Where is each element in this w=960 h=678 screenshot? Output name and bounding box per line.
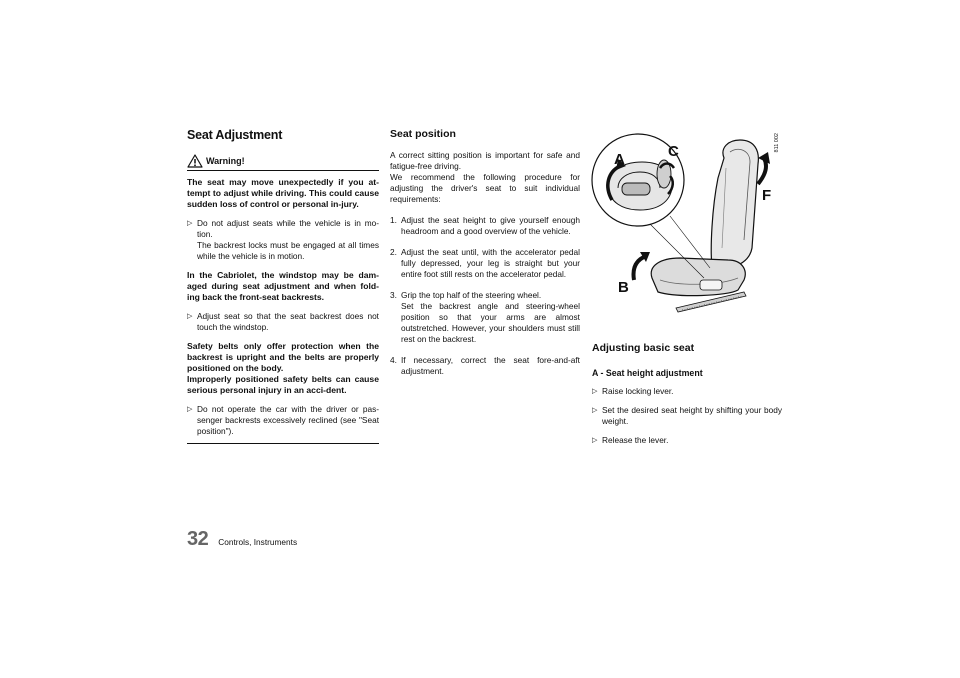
page-footer (187, 528, 297, 551)
step-number: 3. (390, 290, 397, 300)
bullet-arrow-icon: ▷ (592, 407, 598, 414)
subsection-title: A - Seat height adjustment (592, 368, 703, 378)
section-title: Seat Adjustment (187, 128, 283, 142)
step-item (390, 215, 580, 237)
bullet-arrow-icon: ▷ (187, 220, 193, 227)
belts-warning: Improperly positioned safety belts can cause serious personal injury in an acci-dent. (187, 374, 379, 395)
warning-text: The seat may move unexpectedly if you at-tempt to adjust while driving. This could cause sudden loss of control or personal in-jury. (187, 177, 379, 209)
bullet-text: Do not operate the car with the driver or pas-senger backrests excessively reclined (see "Seat position"). (197, 404, 379, 436)
bullet-item (187, 218, 379, 262)
warning-header (187, 154, 379, 171)
seat-backrest (711, 140, 758, 268)
bullet-text: Adjust seat so that the seat backrest does not touch the windstop. (197, 311, 379, 332)
seat-position-section (390, 128, 580, 387)
warning-end-rule (187, 443, 379, 444)
bullet-item (592, 405, 782, 427)
bullet-item (592, 386, 782, 397)
intro-text: We recommend the following procedure for adjusting the driver's seat to suit individual requirements: (390, 172, 580, 204)
bullet-arrow-icon: ▷ (187, 406, 193, 413)
section-title: Adjusting basic seat (592, 342, 695, 354)
bullet-arrow-icon: ▷ (187, 313, 193, 320)
step-item (390, 290, 580, 345)
intro-text: A correct sitting position is important for safe and fatigue-free driving. (390, 150, 580, 171)
seat-cushion (651, 258, 745, 296)
bullet-text: Release the lever. (602, 435, 669, 445)
step-item (390, 355, 580, 377)
cabriolet-warning: In the Cabriolet, the windstop may be dam-aged during seat adjustment and when fold-ing back the front-seat backrests. (187, 270, 379, 302)
bullet-item (592, 435, 782, 446)
basic-seat-section (592, 342, 782, 454)
step-number: 4. (390, 355, 397, 365)
step-item (390, 247, 580, 280)
chapter-caption: Controls, Instruments (218, 537, 298, 547)
seat-adjustment-section (187, 128, 379, 444)
warning-label: Warning! (206, 156, 245, 166)
step-text: Grip the top half of the steering wheel. (401, 290, 542, 300)
bullet-text: The backrest locks must be engaged at all times while the vehicle is in motion. (197, 240, 379, 261)
step-text: Adjust the seat height to give yourself enough headroom and a good overview of the vehicle. (401, 215, 580, 236)
figure-code: 811 002 (774, 133, 780, 153)
warning-triangle-icon (187, 154, 203, 168)
bullet-arrow-icon: ▷ (592, 437, 598, 444)
step-text: Adjust the seat until, with the accelerator pedal fully depressed, your leg is straight but your entire foot still rests on the accelerator pedal. (401, 247, 580, 279)
bullet-item (187, 311, 379, 333)
seat-illustration (588, 128, 784, 318)
label-c: C (668, 143, 679, 160)
step-text: If necessary, correct the seat fore-and-aft adjustment. (401, 355, 580, 376)
label-a: A (614, 151, 625, 168)
bullet-text: Set the desired seat height by shifting your body weight. (602, 405, 782, 426)
step-text: Set the backrest angle and steering-wheel position so that your arms are almost outstretched. However, your shoulders must still rest on the backrest. (401, 301, 580, 344)
step-number: 1. (390, 215, 397, 225)
label-f: F (762, 187, 772, 204)
belts-warning: Safety belts only offer protection when the backrest is upright and the belts are properly positioned on the body. (187, 341, 379, 373)
bullet-item (187, 404, 379, 437)
bullet-arrow-icon: ▷ (592, 388, 598, 395)
bullet-text: Do not adjust seats while the vehicle is in mo-tion. (197, 218, 379, 239)
section-title: Seat position (390, 128, 456, 140)
step-number: 2. (390, 247, 397, 257)
bullet-text: Raise locking lever. (602, 386, 674, 396)
page-number: 32 (187, 528, 209, 550)
label-b: B (618, 279, 629, 296)
